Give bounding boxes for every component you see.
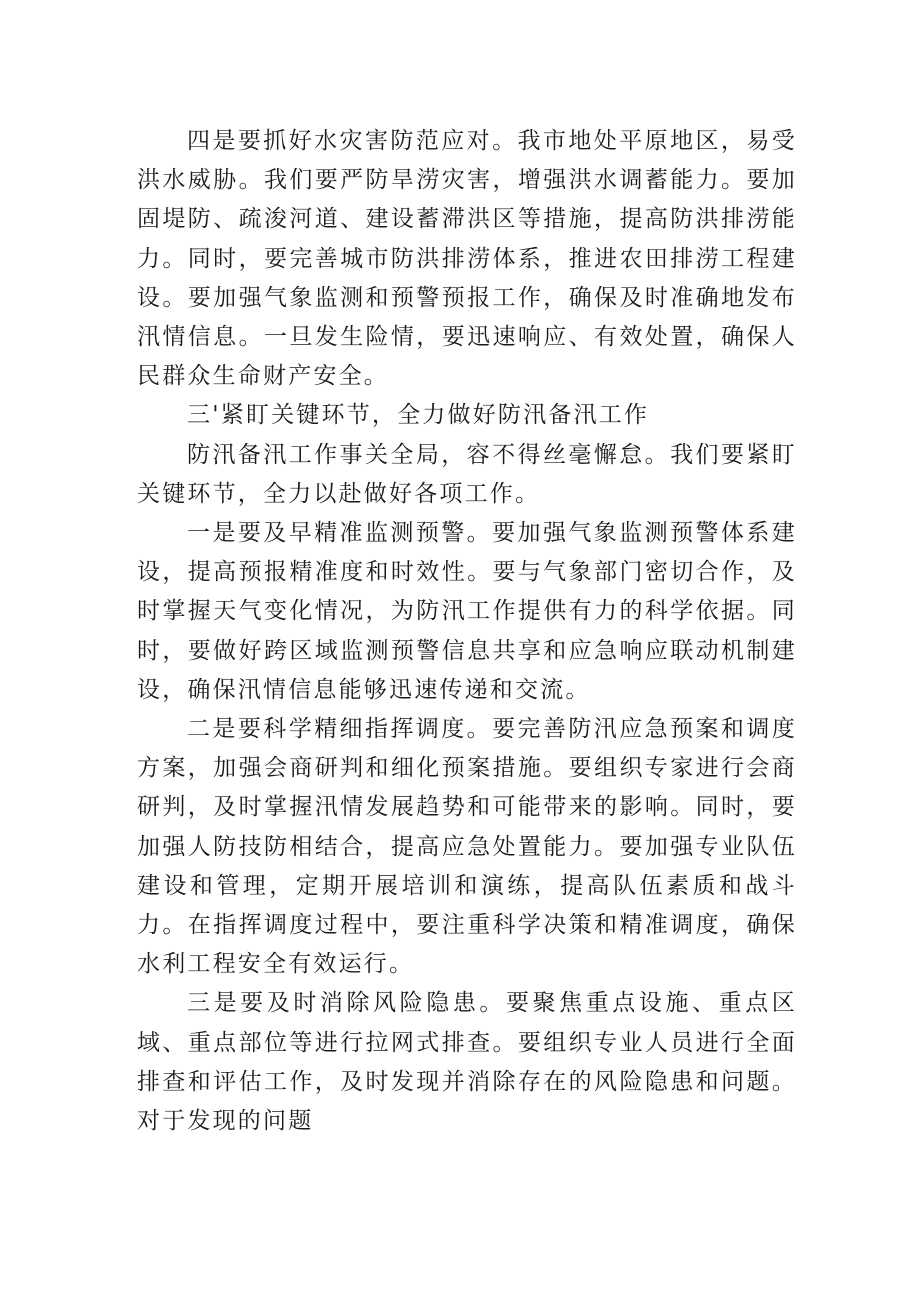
paragraph-command-dispatch: 二是要科学精细指挥调度。要完善防汛应急预案和调度方案，加强会商研判和细化预案措施。要组织专家进行会商研判，及时掌握汛情发展趋势和可能带来的影响。同时，要加强人防技防相结合，提高应急处置能力。要加强专业队伍建设和管理，定期开展培训和演练，提高队伍素质和战斗力。在指挥调度过程中，要注重科学决策和精准调度，确保水利工程安全有效运行。 <box>137 716 797 978</box>
paragraph-intro-key-links: 防汛备汛工作事关全局，容不得丝毫懈怠。我们要紧盯关键环节，全力以赴做好各项工作。 <box>137 441 797 507</box>
paragraph-flood-prevention: 四是要抓好水灾害防范应对。我市地处平原地区，易受洪水威胁。我们要严防旱涝灾害，增强洪水调蓄能力。要加固堤防、疏浚河道、建设蓄滞洪区等措施，提高防洪排涝能力。同时，要完善城市防洪排涝体系，推进农田排涝工程建设。要加强气象监测和预警预报工作，确保及时准确地发布汛情信息。一旦发生险情，要迅速响应、有效处置，确保人民群众生命财产安全。 <box>137 128 797 390</box>
paragraph-risk-elimination: 三是要及时消除风险隐患。要聚焦重点设施、重点区域、重点部位等进行拉网式排查。要组织专业人员进行全面排查和评估工作，及时发现并消除存在的风险隐患和问题。对于发现的问题 <box>137 990 797 1135</box>
document-body <box>137 122 797 1141</box>
section-heading-key-links: 三'紧盯关键环节，全力做好防汛备汛工作 <box>187 402 650 429</box>
paragraph-monitoring-warning: 一是要及早精准监测预警。要加强气象监测预警体系建设，提高预报精准度和时效性。要与气象部门密切合作，及时掌握天气变化情况，为防汛工作提供有力的科学依据。同时，要做好跨区域监测预警信息共享和应急响应联动机制建设，确保汛情信息能够迅速传递和交流。 <box>137 520 797 703</box>
